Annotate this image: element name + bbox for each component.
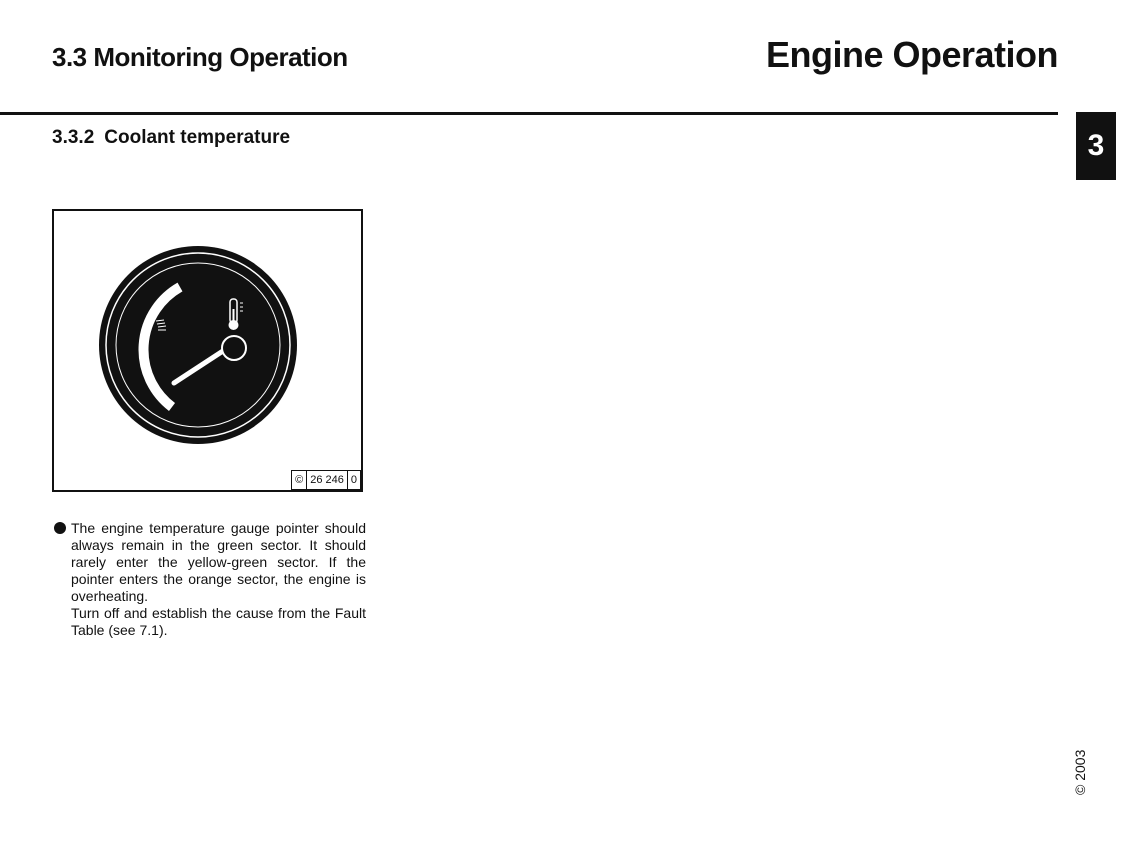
- chapter-tab: 3: [1076, 112, 1116, 180]
- figure-reference: [291, 470, 361, 490]
- temperature-gauge: [54, 211, 361, 490]
- subsection-number: 3.3.2: [52, 127, 95, 148]
- subsection-title: Coolant temperature: [104, 127, 291, 148]
- copyright-notice: © 2003: [1072, 749, 1088, 795]
- subsection-heading: [52, 127, 290, 149]
- instruction-paragraph-1: The engine temperature gauge pointer should always remain in the green sector. It should rarely enter the yellow-green sector. If the pointer enters the orange sector, the engine is overheating.: [71, 520, 366, 604]
- figure-ref-number: 26 246: [310, 474, 344, 486]
- instruction-text: [71, 520, 366, 639]
- instruction-paragraph-2: Turn off and establish the cause from the Fault Table (see 7.1).: [71, 605, 366, 638]
- gauge-bezel: [99, 246, 297, 444]
- header-rule: [0, 112, 1058, 115]
- gauge-figure: [52, 209, 363, 492]
- gauge-pivot: [222, 336, 246, 360]
- figure-ref-suffix: 0: [347, 471, 360, 489]
- figure-ref-symbol: ©: [292, 471, 307, 489]
- bullet-icon: [54, 522, 66, 534]
- chapter-title: Engine Operation: [765, 34, 1058, 75]
- instruction-bullet: [54, 520, 366, 639]
- section-title: 3.3 Monitoring Operation: [52, 42, 348, 72]
